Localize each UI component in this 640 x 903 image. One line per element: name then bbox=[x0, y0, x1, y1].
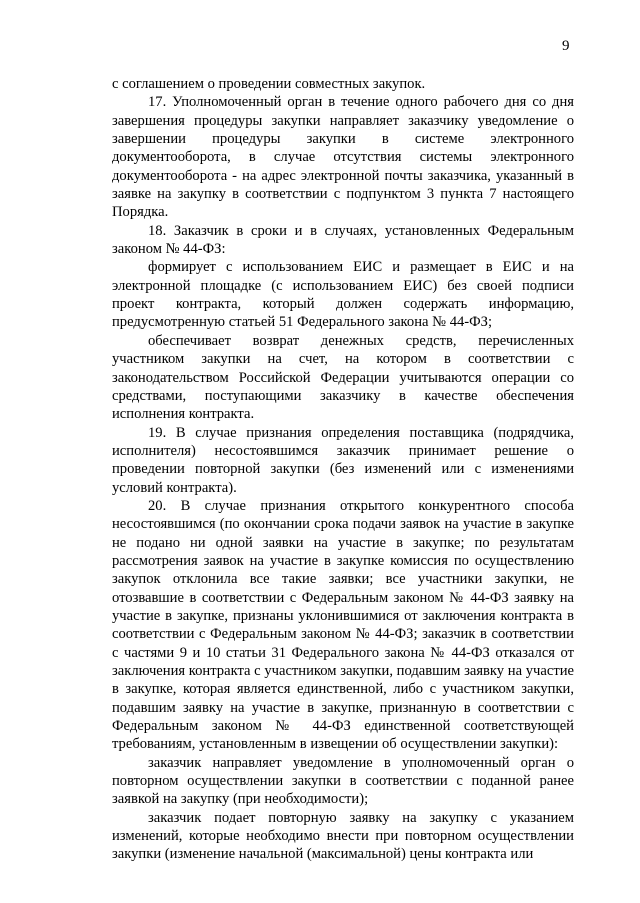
paragraph-18: 18. Заказчик в сроки и в случаях, установленных Федеральным законом № 44-ФЗ: bbox=[112, 222, 574, 258]
paragraph-20-item-2: заказчик подает повторную заявку на закупку с указанием изменений, которые необходимо внести при повторном осуществлении закупки (изменение начальной (максимальной) цены контракта или bbox=[112, 809, 574, 863]
paragraph-17: 17. Уполномоченный орган в течение одного рабочего дня со дня завершения процедуры закупки направляет заказчику уведомление о завершении процедуры закупки в системе электронного документооборота, в случае отсутствия системы электронного документооборота - на адрес электронной почты заказчика, указанный в заявке на закупку в соответствии с подпунктом 3 пункта 7 настоящего Порядка. bbox=[112, 94, 574, 221]
document-body bbox=[112, 75, 574, 864]
paragraph-18-item-2: обеспечивает возврат денежных средств, перечисленных участником закупки на счет, на котором в соответствии с законодательством Российской Федерации учитываются операции со средствами, поступающими заказчику в качестве обеспечения исполнения контракта. bbox=[112, 332, 574, 423]
paragraph-20-item-1: заказчик направляет уведомление в уполномоченный орган о повторном осуществлении закупки в соответствии с поданной ранее заявкой на закупку (при необходимости); bbox=[112, 754, 574, 808]
paragraph-continuation: с соглашением о проведении совместных закупок. bbox=[112, 76, 426, 92]
paragraph-20: 20. В случае признания открытого конкурентного способа несостоявшимся (по окончании срока подачи заявок на участие в закупке не подано ни одной заявки на участие в закупке; по результатам рассмотрения заявок на участие в закупке комиссия по осуществлению закупок отклонила все такие заявки; все участники закупки, не отозвавшие в соответствии с Федеральным законом № 44-ФЗ заявку на участие в закупке, признаны уклонившимися от заключения контракта в соответствии с Федеральным законом № 44-ФЗ; заказчик в соответствии с частями 9 и 10 статьи 31 Федерального закона № 44-ФЗ отказался от заключения контракта с участником закупки, подавшим заявку на участие в закупке, которая является единственной, либо с участником закупки, подавшим заявку на участие в закупке, признанную в соответствии с Федеральным законом № 44-ФЗ единственной соответствующей требованиям, установленным в извещении об осуществлении закупки): bbox=[112, 497, 574, 753]
paragraph-19: 19. В случае признания определения поставщика (подрядчика, исполнителя) несостоявшимся заказчик принимает решение о проведении повторной закупки (без изменений или с изменениями условий контракта). bbox=[112, 424, 574, 496]
page-number: 9 bbox=[562, 38, 570, 54]
paragraph-18-item-1: формирует с использованием ЕИС и размещает в ЕИС и на электронной площадке (с использованием ЕИС) без своей подписи проект контракта, который должен содержать информацию, предусмотренную статьей 51 Федерального закона № 44-ФЗ; bbox=[112, 259, 574, 331]
